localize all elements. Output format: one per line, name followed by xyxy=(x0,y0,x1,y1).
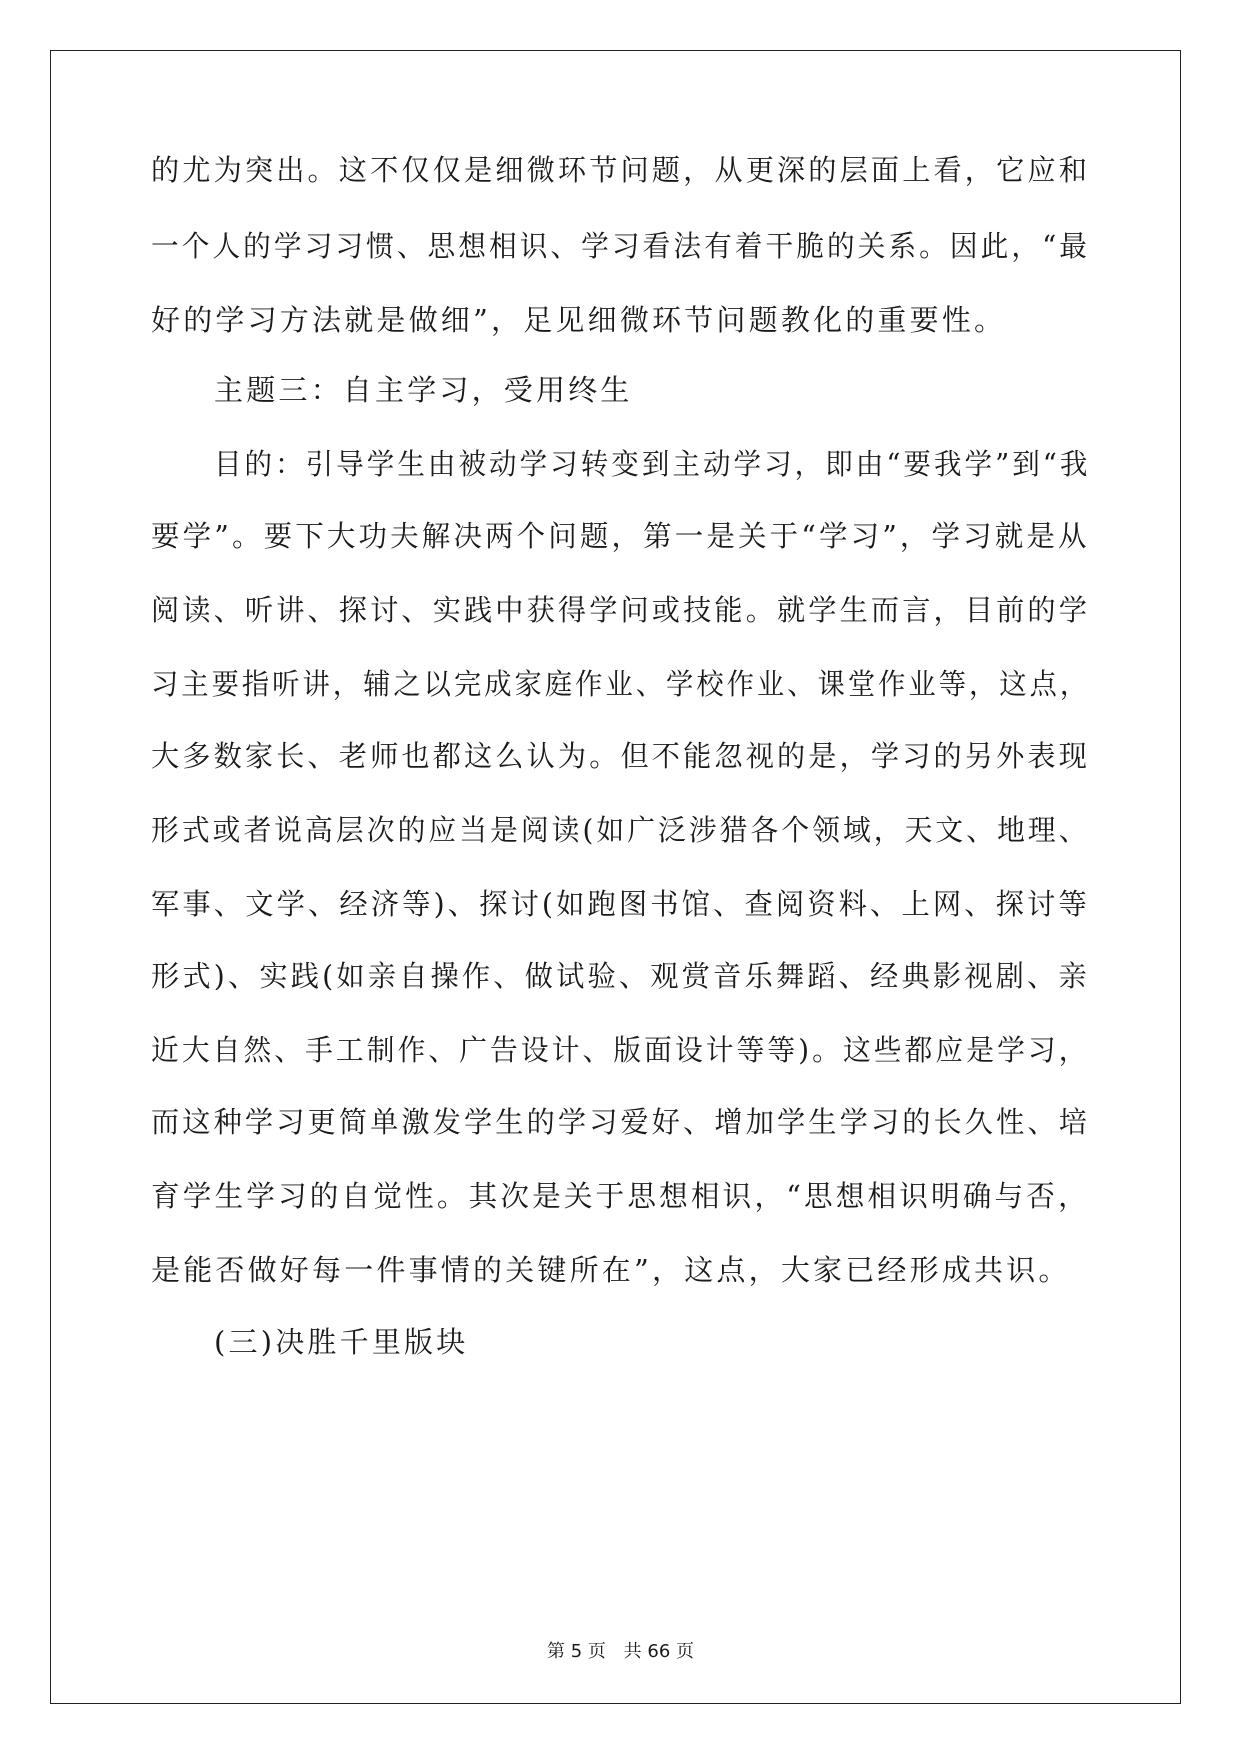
paragraph-line: 目的：引导学生由被动学习转变到主动学习，即由“要我学”到“我 xyxy=(214,447,1091,481)
paragraph-line: 而这种学习更简单激发学生的学习爱好、增加学生学习的长久性、培 xyxy=(151,1105,1091,1139)
page-border xyxy=(50,50,1181,1704)
paragraph-line: 阅读、听讲、探讨、实践中获得学问或技能。就学生而言，目前的学 xyxy=(151,593,1091,627)
paragraph-line: 军事、文学、经济等)、探讨(如跑图书馆、查阅资料、上网、探讨等 xyxy=(151,887,1090,921)
paragraph-line: 习主要指听讲，辅之以完成家庭作业、学校作业、课堂作业等，这点， xyxy=(151,667,1091,701)
paragraph-line: 是能否做好每一件事情的关键所在”，这点，大家已经形成共识。 xyxy=(151,1253,1071,1287)
paragraph-line: 育学生学习的自觉性。其次是关于思想相识，“思想相识明确与否， xyxy=(151,1179,1090,1213)
page-footer xyxy=(0,1637,1241,1663)
paragraph-line: 大多数家长、老师也都这么认为。但不能忽视的是，学习的另外表现 xyxy=(151,739,1091,773)
paragraph-line: 要学”。要下大功夫解决两个问题，第一是关于“学习”，学习就是从 xyxy=(151,519,1090,553)
paragraph-line: 的尤为突出。这不仅仅是细微环节问题，从更深的层面上看，它应和 xyxy=(151,153,1091,187)
paragraph-line: 形式)、实践(如亲自操作、做试验、观赏音乐舞蹈、经典影视剧、亲 xyxy=(151,959,1090,993)
theme-heading: 主题三：自主学习，受用终生 xyxy=(214,373,633,407)
page-total: 共 66 页 xyxy=(623,1641,694,1662)
paragraph-line: 一个人的学习习惯、思想相识、学习看法有着干脆的关系。因此，“最 xyxy=(151,229,1091,263)
page-number: 第 5 页 xyxy=(547,1641,606,1662)
paragraph-line: 好的学习方法就是做细”，足见细微环节问题教化的重要性。 xyxy=(151,303,1007,337)
paragraph-line: 形式或者说高层次的应当是阅读(如广泛涉猎各个领域，天文、地理、 xyxy=(151,813,1090,847)
paragraph-line: 近大自然、手工制作、广告设计、版面设计等等)。这些都应是学习， xyxy=(151,1033,1090,1067)
section-heading: (三)决胜千里版块 xyxy=(214,1325,469,1359)
